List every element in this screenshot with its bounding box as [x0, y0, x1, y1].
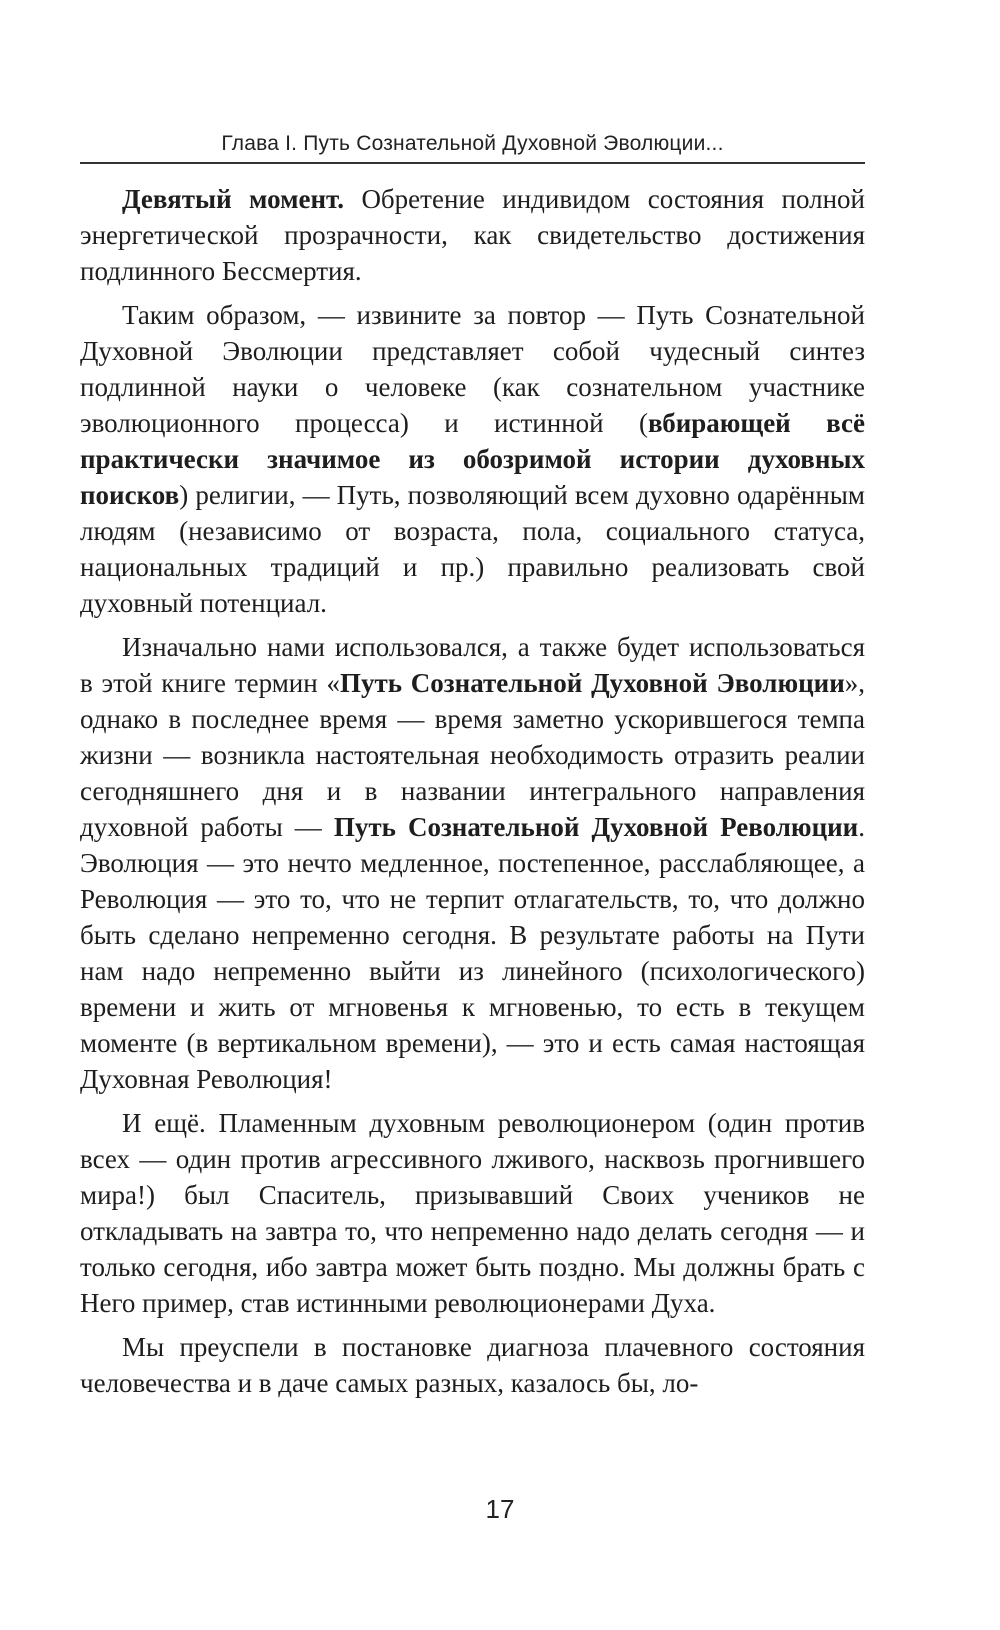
paragraph-text: . Эволюция — это нечто медленное, постепенное, расслабляющее, а Революция — это то, что не терпит отлагательств, то, что должно быть сделано непременно сегодня. В результате работы на Пути нам надо непременно выйти из линейного (психологического) времени и жить от мгновенья к мгновенью, то есть в текущем моменте (в вертикальном времени), — это и есть самая настоящая Духовная Революция! — [80, 812, 865, 1094]
paragraph-text: Мы преуспели в постановке диагноза плачевного состояния человечества и в даче самых разных, казалось бы, ло- — [80, 1332, 865, 1398]
paragraph-bold-phrase: вбирающей всё практически значимое из обозримой истории духовных поисков — [80, 408, 865, 510]
paragraph-bold-term-revolution: Путь Сознательной Духовной Революции — [333, 812, 859, 842]
running-header: Глава I. Путь Сознательной Духовной Эволюции... — [221, 132, 724, 155]
paragraph-diagnosis — [80, 1329, 865, 1401]
paragraph-bold-lead: Девятый момент. — [122, 184, 344, 214]
paragraph-text: Обретение индивидом состояния полной энергетической прозрачности, как свидетельство достижения подлинного Бессмертия. — [80, 184, 865, 286]
paragraph-synthesis — [80, 297, 865, 621]
paragraph-text: И ещё. Пламенным духовным революционером (один против всех — один против агрессивного лживого, насквозь прогнившего мира!) был Спаситель, призывавший Своих учеников не откладывать на завтра то, что непременно надо делать сегодня — и только сегодня, ибо завтра может быть поздно. Мы должны брать с Него пример, став истинными революционерами Духа. — [80, 1108, 865, 1318]
header-rule — [80, 162, 865, 164]
paragraph-ninth-moment — [80, 181, 865, 289]
paragraph-text: Изначально нами использовался, а также будет использоваться в этой книге термин « — [80, 632, 865, 698]
page-number: 17 — [485, 1494, 515, 1524]
page-body — [80, 181, 865, 1409]
paragraph-bold-term-evolution: Путь Сознательной Духовной Эволюции — [339, 668, 845, 698]
paragraph-saviour — [80, 1105, 865, 1321]
paragraph-text: Таким образом, — извините за повтор — Путь Сознательной Духовной Эволюции представляет собой чудесный синтез подлинной науки о человеке (как сознательном участнике эволюционного процесса) и истинной ( — [80, 300, 865, 438]
paragraph-text: ) религии, — Путь, позволяющий всем духовно одарённым людям (независимо от возраста, пола, социального статуса, национальных традиций и пр.) правильно реализовать свой духовный потенциал. — [80, 480, 865, 618]
paragraph-text: », однако в последнее время — время заметно ускорившегося темпа жизни — возникла настоятельная необходимость отразить реалии сегодняшнего дня и в названии интегрального направления духовной работы — — [80, 668, 865, 842]
paragraph-revolution — [80, 629, 865, 1097]
